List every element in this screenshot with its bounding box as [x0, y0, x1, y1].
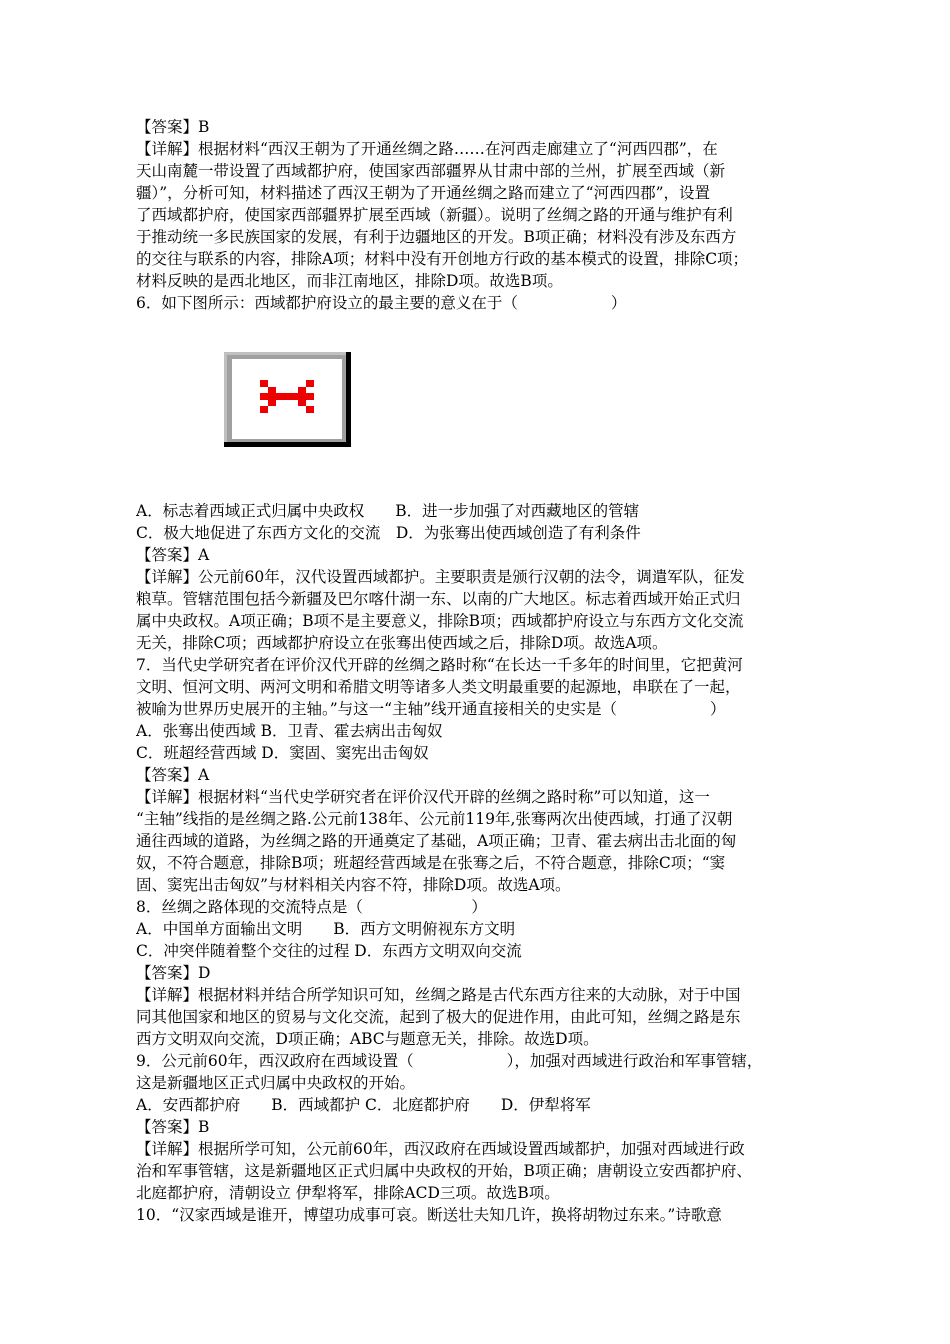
text-line: 于推动统一多民族国家的发展，有利于边疆地区的开发。B项正确；材料没有涉及东西方 — [136, 228, 737, 246]
text-line: 粮草。管辖范围包括今新疆及巴尔喀什湖一东、以南的广大地区。标志着西域开始正式归 — [136, 590, 741, 608]
text-line: 天山南麓一带设置了西域都护府，使国家西部疆界从甘肃中部的兰州，扩展至西域（新 — [136, 162, 726, 180]
text-line: 属中央政权。A项正确；B项不是主要意义，排除B项；西域都护府设立与东西方文化交流 — [136, 612, 744, 630]
question-10: 10．“汉家西域是谁开，博望功成事可哀。断送壮夫知几许，换将胡物过东来。”诗歌意 — [136, 1206, 722, 1224]
option-line: A．标志着西域正式归属中央政权 B．进一步加强了对西藏地区的管辖 — [136, 502, 640, 520]
text-line: 【答案】B — [136, 118, 210, 136]
option-line: A．张骞出使西域 B．卫青、霍去病出击匈奴 — [136, 722, 443, 740]
text-line: 固、窦宪出击匈奴”与材料相关内容不符，排除D项。故选A项。 — [136, 876, 571, 894]
question-9: 9．公元前60年，西汉政府在西域设置（ ），加强对西域进行政治和军事管辖， — [136, 1052, 763, 1070]
text-line: 这是新疆地区正式归属中央政权的开始。 — [136, 1074, 416, 1092]
text-line: “主轴”线指的是丝绸之路.公元前138年、公元前119年,张骞两次出使西域，打通了汉朝 — [136, 810, 733, 828]
broken-image-icon — [224, 352, 351, 447]
text-line: 治和军事管辖，这是新疆地区正式归属中央政权的开始，B项正确；唐朝设立安西都护府、 — [136, 1162, 752, 1180]
question-8: 8．丝绸之路体现的交流特点是（ ） — [136, 898, 487, 916]
text-line: 材料反映的是西北地区，而非江南地区，排除D项。故选B项。 — [136, 272, 563, 290]
option-line: C．班超经营西域 D．窦固、窦宪出击匈奴 — [136, 744, 429, 762]
text-line: 奴，不符合题意，排除B项；班超经营西域是在张骞之后，不符合题意，排除C项；“窦 — [136, 854, 726, 872]
text-line: 通往西域的道路，为丝绸之路的开通奠定了基础，A项正确；卫青、霍去病出击北面的匈 — [136, 832, 737, 850]
text-line: 【详解】根据材料“西汉王朝为了开通丝绸之路……在河西走廊建立了“河西四郡”，在 — [136, 140, 718, 158]
text-line: 无关，排除C项；西域都护府设立在张骞出使西域之后，排除D项。故选A项。 — [136, 634, 668, 652]
text-line: 【详解】根据所学可知，公元前60年，西汉政府在西域设置西域都护，加强对西域进行政 — [136, 1140, 745, 1158]
text-line: 【详解】根据材料并结合所学知识可知，丝绸之路是古代东西方往来的大动脉，对于中国 — [136, 986, 741, 1004]
text-line: 了西域都护府，使国家西部疆界扩展至西域（新疆）。说明了丝绸之路的开通与维护有利 — [136, 206, 733, 224]
broken-image-placeholder — [224, 352, 351, 447]
answer-line: 【答案】A — [136, 766, 210, 784]
option-line: C．极大地促进了东西方文化的交流 D．为张骞出使西域创造了有利条件 — [136, 524, 641, 542]
text-line: 同其他国家和地区的贸易与文化交流，起到了极大的促进作用，由此可知，丝绸之路是东 — [136, 1008, 741, 1026]
answer-line: 【答案】B — [136, 1118, 210, 1136]
text-line: 被喻为世界历史展开的主轴。”与这一“主轴”线开通直接相关的史实是（ ） — [136, 700, 726, 718]
option-line: C．冲突伴随着整个交往的过程 D．东西方文明双向交流 — [136, 942, 522, 960]
text-line: 北庭都护府，清朝设立 伊犁将军，排除ACD三项。故选B项。 — [136, 1184, 560, 1202]
text-line: 文明、恒河文明、两河文明和希腊文明等诸多人类文明最重要的起源地，串联在了一起， — [136, 678, 741, 696]
text-line: 【详解】根据材料“当代史学研究者在评价汉代开辟的丝绸之路时称”可以知道，这一 — [136, 788, 710, 806]
text-line: 疆）”，分析可知，材料描述了西汉王朝为了开通丝绸之路而建立了“河西四郡”，设置 — [136, 184, 711, 202]
option-line: A．安西都护府 B．西域都护 C．北庭都护府 D．伊犁将军 — [136, 1096, 591, 1114]
text-line: 西方文明双向交流，D项正确；ABC与题意无关，排除。故选D项。 — [136, 1030, 599, 1048]
text-line: 的交往与联系的内容，排除A项；材料中没有开创地方行政的基本模式的设置，排除C项； — [136, 250, 749, 268]
question-7: 7．当代史学研究者在评价汉代开辟的丝绸之路时称“在长达一千多年的时间里，它把黄河 — [136, 656, 743, 674]
question-6: 6．如下图所示：西域都护府设立的最主要的意义在于（ ） — [136, 294, 627, 312]
answer-line: 【答案】D — [136, 964, 211, 982]
option-line: A．中国单方面输出文明 B．西方文明俯视东方文明 — [136, 920, 516, 938]
text-line: 【详解】公元前60年，汉代设置西域都护。主要职责是颁行汉朝的法令，调遣军队，征发 — [136, 568, 745, 586]
answer-line: 【答案】A — [136, 546, 210, 564]
